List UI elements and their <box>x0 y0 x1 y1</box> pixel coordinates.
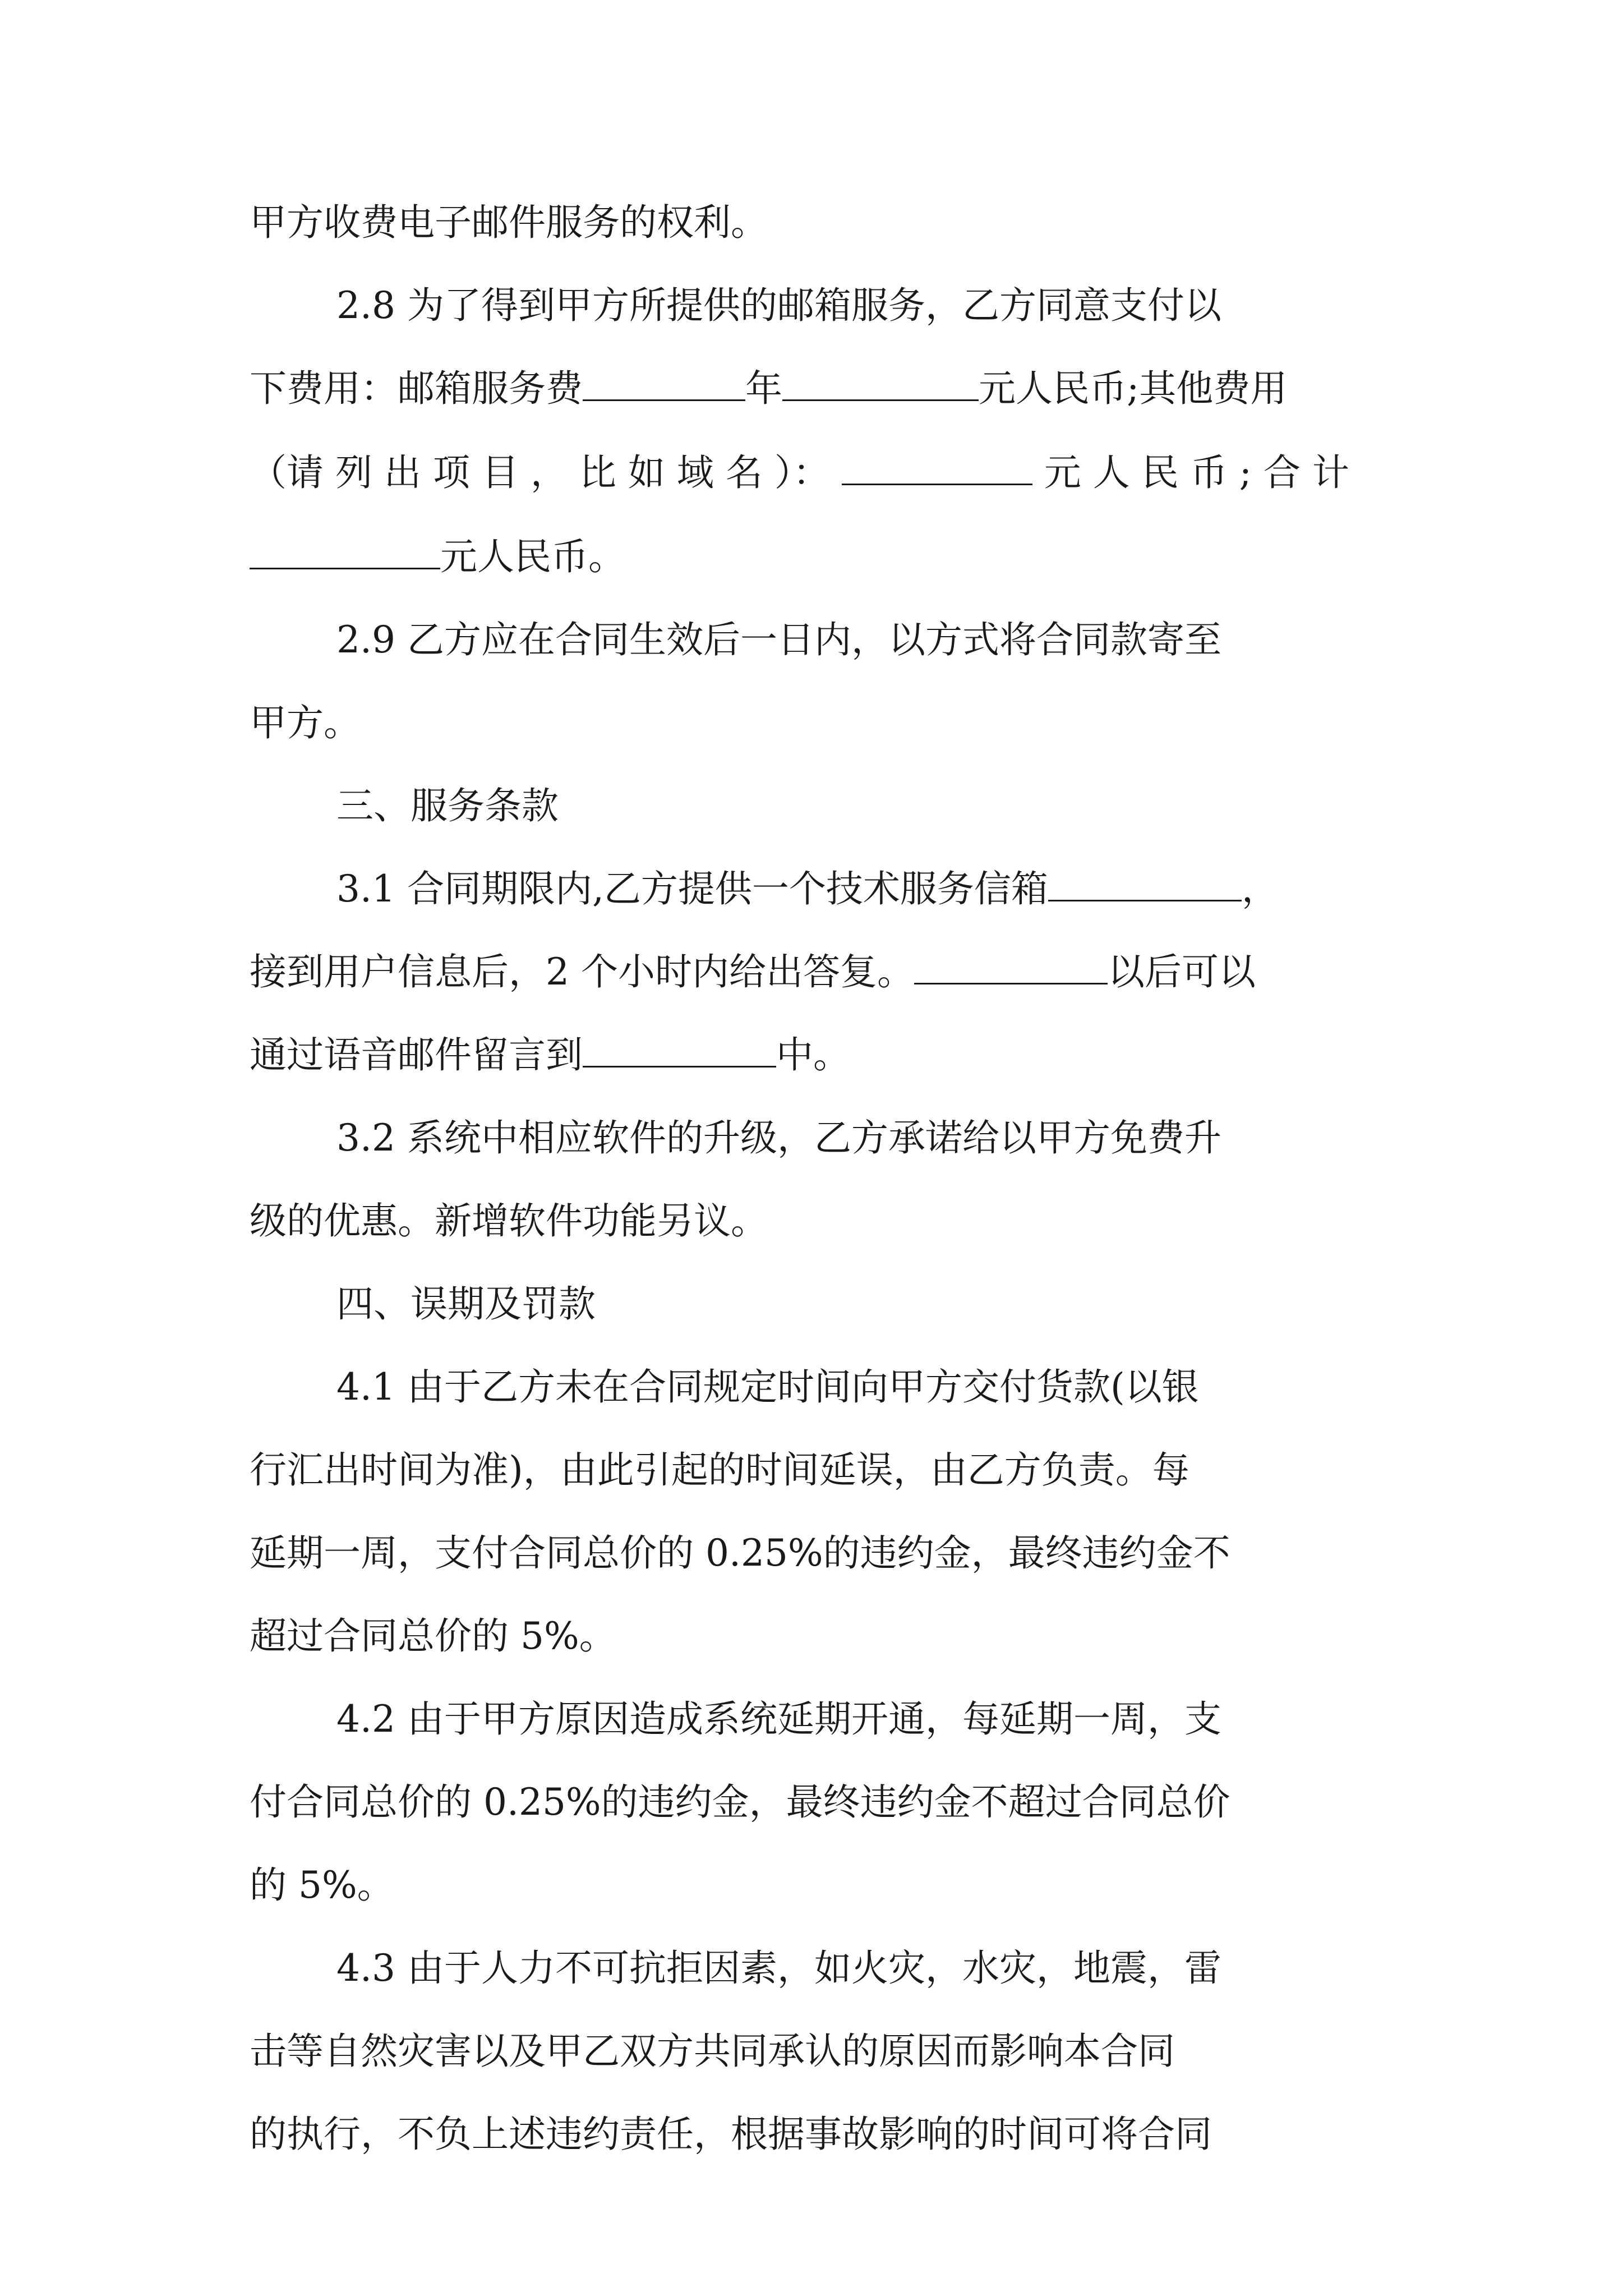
line-text: 元人民币;其他费用 <box>979 367 1288 410</box>
paragraph-line <box>336 1362 1388 1412</box>
section-heading <box>336 1279 1388 1329</box>
paragraph-line <box>250 698 1388 748</box>
line-text: 元 人 民 币 ; 合 计 <box>1032 451 1349 494</box>
line-text: 级的优惠。新增软件功能另议。 <box>250 1199 768 1243</box>
line-text: 下费用：邮箱服务费 <box>250 367 583 410</box>
line-text: 超过合同总价的 5%。 <box>250 1614 616 1658</box>
paragraph-line <box>250 1777 1388 1828</box>
heading-text: 三、服务条款 <box>336 784 559 827</box>
line-text: 击等自然灾害以及甲乙双方共同承认的原因而影响本合同 <box>250 2030 1175 2073</box>
paragraph-line <box>336 1113 1388 1163</box>
paragraph-line <box>250 1196 1388 1246</box>
line-text: 甲方收费电子邮件服务的权利。 <box>250 201 768 244</box>
line-text: 付合同总价的 0.25%的违约金，最终违约金不超过合同总价 <box>250 1780 1230 1824</box>
paragraph-line <box>250 364 1388 414</box>
line-text: 3.2 系统中相应软件的升级，乙方承诺给以甲方免费升 <box>336 1116 1221 1159</box>
fill-in-blank <box>842 450 1032 485</box>
fill-in-blank <box>583 366 745 401</box>
line-text: 以后可以 <box>1107 950 1256 993</box>
line-text: ， <box>1241 867 1279 910</box>
paragraph-line <box>250 2109 1388 2160</box>
fill-in-blank <box>782 366 979 401</box>
paragraph-line <box>250 1860 1388 1911</box>
paragraph-line <box>336 615 1388 665</box>
line-text: 2.8 为了得到甲方所提供的邮箱服务，乙方同意支付以 <box>336 284 1221 327</box>
paragraph-line <box>250 532 1388 582</box>
section-heading <box>336 781 1388 831</box>
paragraph-line <box>250 1611 1388 1662</box>
line-text: 的 5%。 <box>250 1864 394 1907</box>
paragraph-line <box>336 1943 1388 1994</box>
line-text: 延期一周，支付合同总价的 0.25%的违约金，最终违约金不 <box>250 1531 1230 1575</box>
line-text: 通过语音邮件留言到 <box>250 1033 583 1076</box>
paragraph-line <box>250 1528 1388 1579</box>
paragraph-line <box>250 448 1388 498</box>
paragraph-line <box>336 1694 1388 1745</box>
line-text: 中。 <box>776 1033 850 1076</box>
paragraph-line <box>250 1445 1388 1496</box>
line-text: （请 列 出 项 目 ， 比 如 域 名 ）： <box>250 451 842 494</box>
line-text: 4.1 由于乙方未在合同规定时间向甲方交付货款(以银 <box>336 1365 1199 1409</box>
fill-in-blank <box>250 534 440 569</box>
line-text: 2.9 乙方应在合同生效后一日内，以方式将合同款寄至 <box>336 618 1221 661</box>
line-text: 年 <box>745 367 782 410</box>
fill-in-blank <box>914 949 1108 984</box>
line-text: 的执行，不负上述违约责任，根据事故影响的时间可将合同 <box>250 2113 1212 2156</box>
line-text: 4.2 由于甲方原因造成系统延期开通，每延期一周，支 <box>336 1697 1221 1741</box>
line-text: 行汇出时间为准)，由此引起的时间延误，由乙方负责。每 <box>250 1448 1189 1492</box>
paragraph-line <box>336 280 1388 331</box>
paragraph-line <box>250 197 1388 248</box>
paragraph-line <box>250 2026 1388 2077</box>
paragraph-line <box>250 947 1388 997</box>
line-text: 元人民币。 <box>440 535 625 578</box>
line-text: 接到用户信息后，2 个小时内给出答复。 <box>250 950 914 993</box>
fill-in-blank <box>1048 866 1242 901</box>
fill-in-blank <box>583 1032 776 1068</box>
paragraph-line <box>250 1030 1388 1080</box>
heading-text: 四、误期及罚款 <box>336 1282 596 1326</box>
line-text: 甲方。 <box>250 701 361 744</box>
line-text: 4.3 由于人力不可抗拒因素，如火灾，水灾，地震，雷 <box>336 1947 1221 1990</box>
paragraph-line <box>336 864 1388 914</box>
line-text: 3.1 合同期限内,乙方提供一个技术服务信箱 <box>336 867 1048 910</box>
